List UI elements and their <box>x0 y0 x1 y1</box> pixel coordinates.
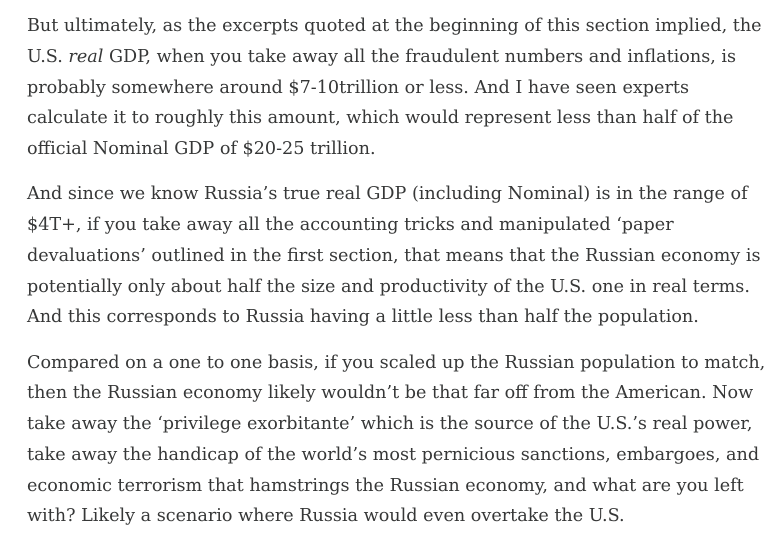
paragraph-comparison: Compared on a one to one basis, if you scaled up the Russian population to match, then the Russian economy likely wouldn’t be that far off from the American. Now take away the ‘privilege exorbitante’ which is the source of the U.S.’s real power, take away the handicap of the world’s most pernicious sanctions, embargoes, and economic terrorism that hamstrings the Russian economy, and what are you left with? Likely a scenario where Russia would even overtake the U.S. <box>27 352 766 527</box>
paragraph-text: But ultimately, as the excerpts quoted at the beginning of this section implied, the U.S. <box>27 16 762 67</box>
paragraph-russia-gdp: And since we know Russia’s true real GDP (including Nominal) is in the range of $4T+, if you take away all the accounting tricks and manipulated ‘paper devaluations’ outlined in the first section, that means that the Russian economy is potentially only about half the size and productivity of the U.S. one in real terms. And this corresponds to Russia having a little less than half the population. <box>27 184 761 328</box>
paragraph-us-real-gdp <box>27 11 767 165</box>
article-body <box>27 11 767 547</box>
emphasis-real: real <box>68 46 104 67</box>
paragraph-text: GDP, when you take away all the fraudulent numbers and inflations, is probably somewhere around $7-10trillion or less. And I have seen experts calculate it to roughly this amount, which would represent less than half of the official Nominal GDP of $20-25 trillion. <box>27 46 737 159</box>
